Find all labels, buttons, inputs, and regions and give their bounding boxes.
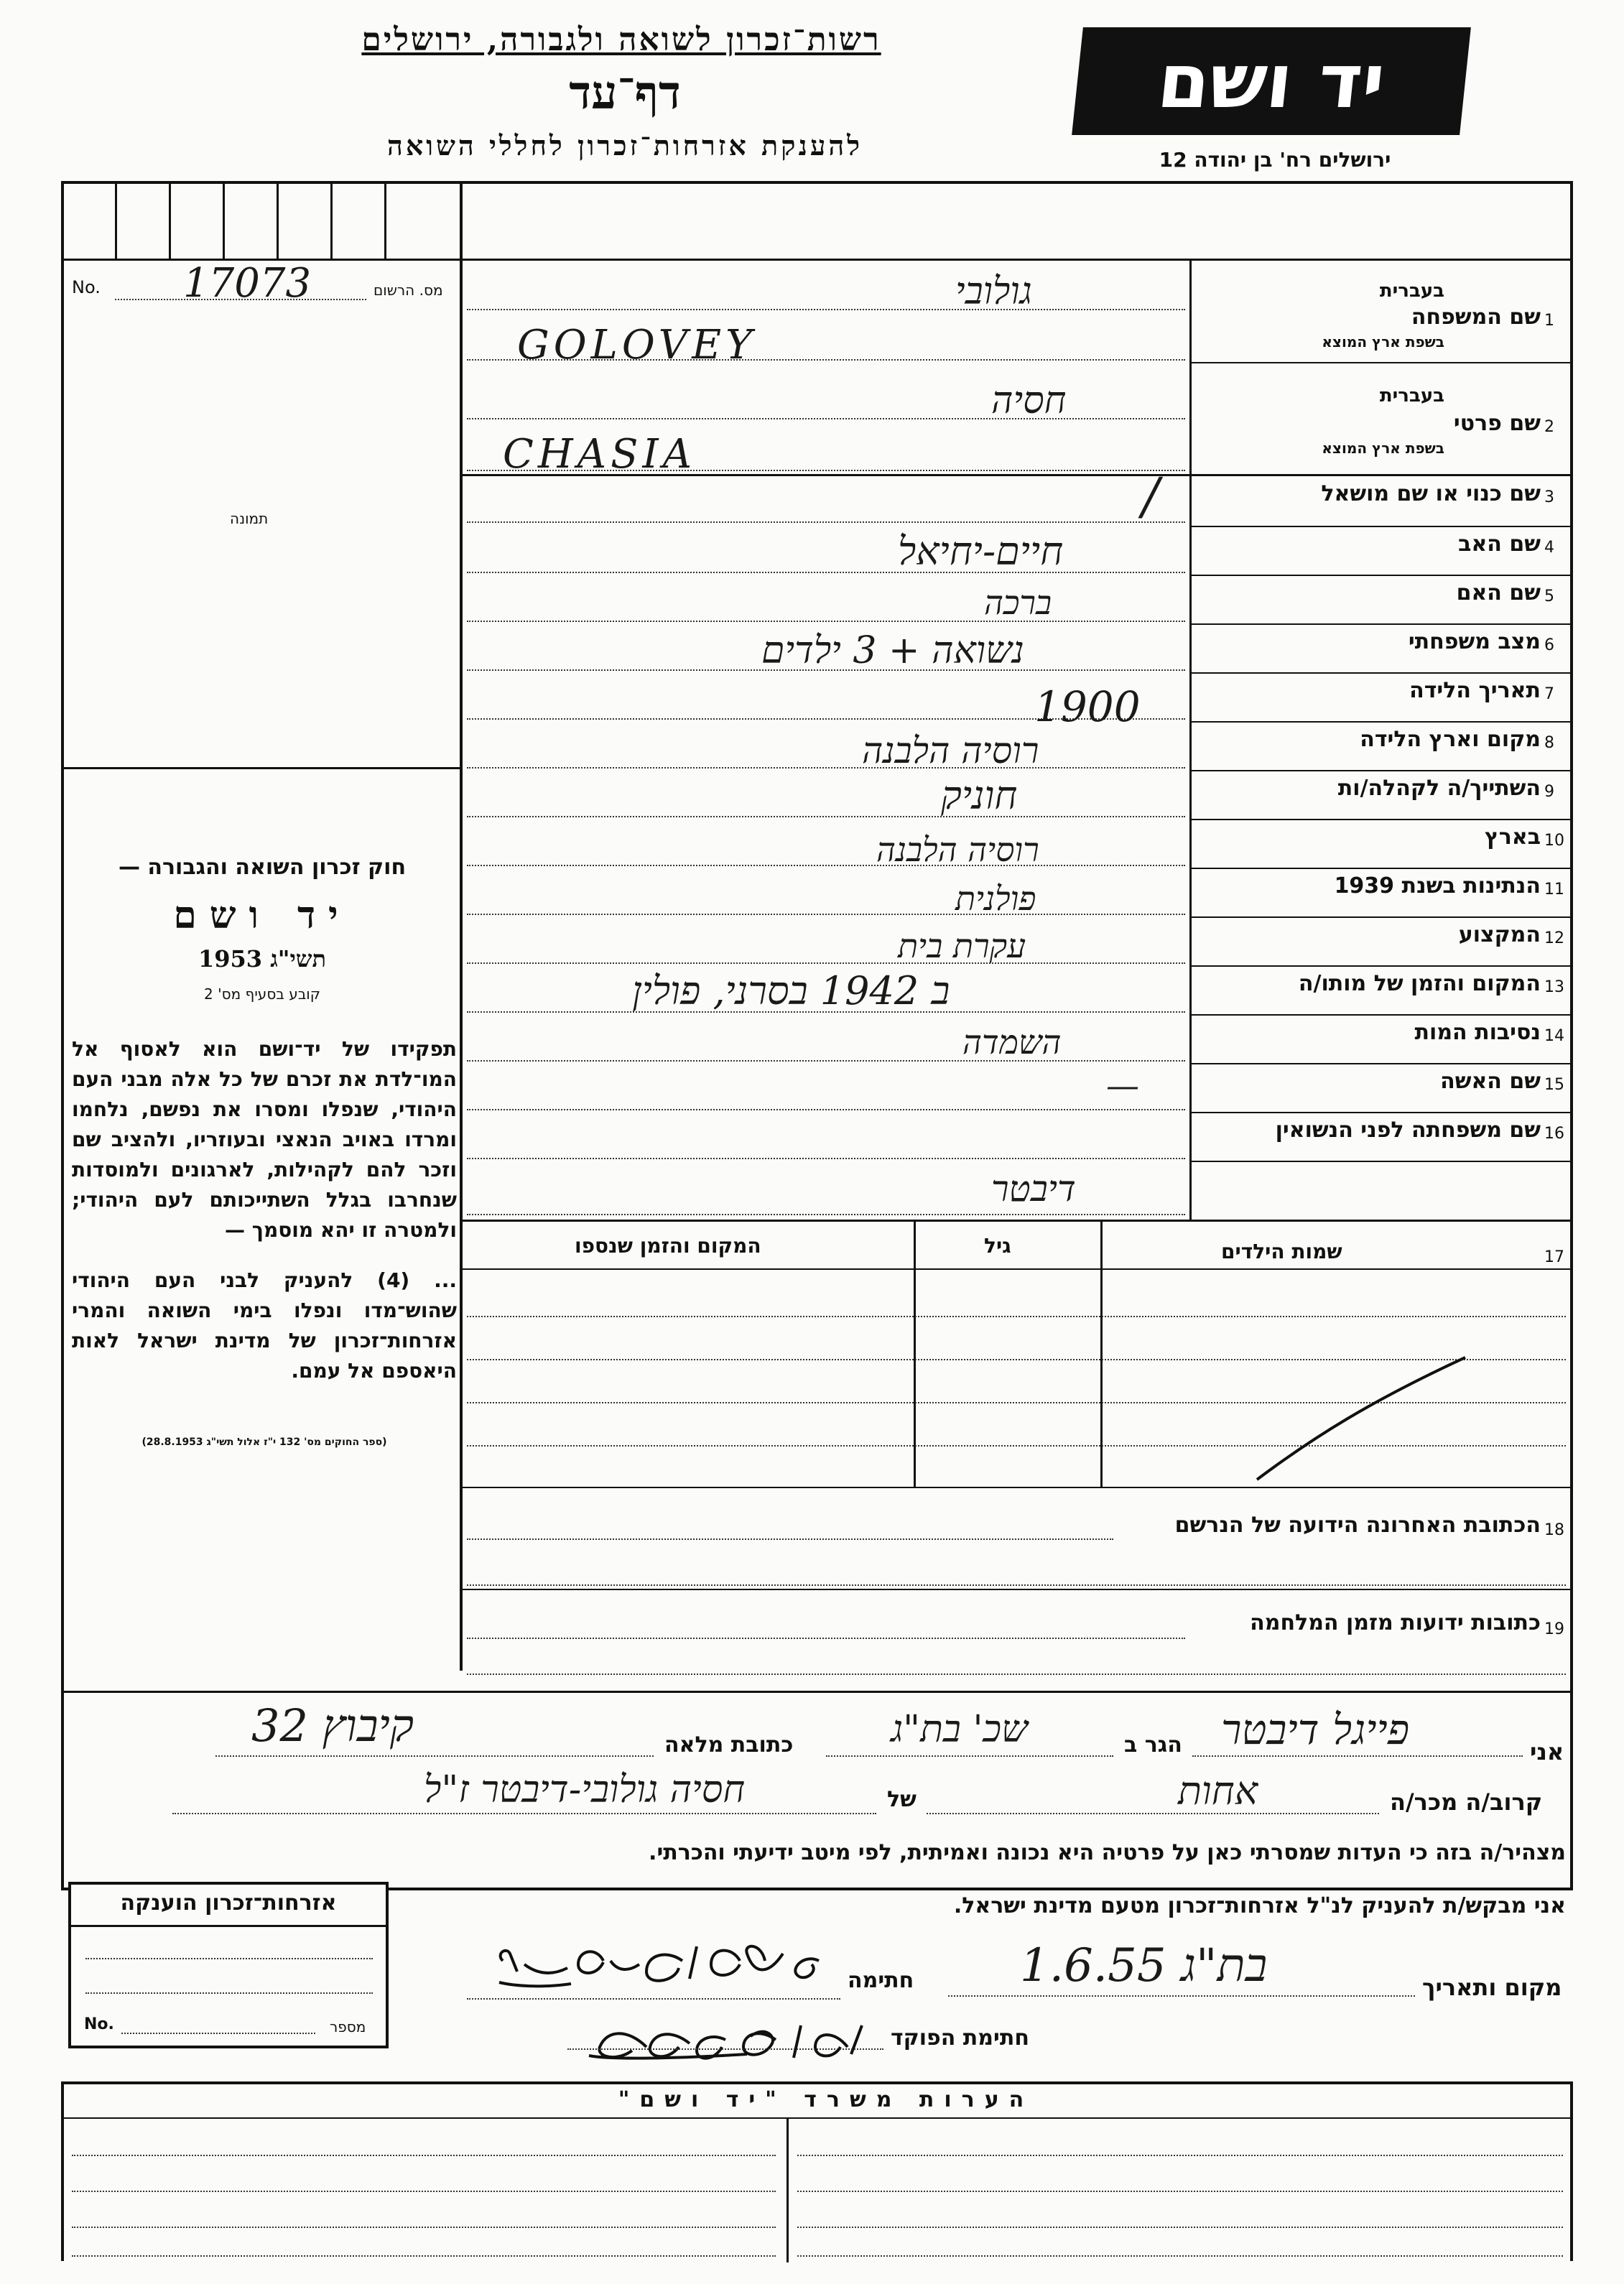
field-2-label: שם פרטי xyxy=(1453,411,1541,436)
field-19-label: כתובות ידועות מזמן המלחמה xyxy=(1250,1610,1541,1635)
field-7-label: תאריך הלידה xyxy=(1409,678,1541,703)
yad-vashem-logo xyxy=(1072,27,1471,135)
field-15-number: 15 xyxy=(1544,1076,1564,1094)
form-title: דף־עד xyxy=(569,66,681,120)
field-7-number: 7 xyxy=(1544,685,1554,703)
field-19-number: 19 xyxy=(1544,1620,1564,1638)
children-names-header: שמות הילדים xyxy=(1221,1240,1342,1263)
children-death-header: המקום והזמן שנספו xyxy=(575,1234,761,1258)
field-2-value-latin: CHASIA xyxy=(503,431,697,478)
field-8-value: רוסיה הלבנה xyxy=(862,730,1039,771)
memorial-box-number-label-en: No. xyxy=(84,2015,114,2033)
field-6-label: מצב משפחתי xyxy=(1408,629,1541,654)
field-5-label: שם האם xyxy=(1456,580,1541,605)
declarant-signature xyxy=(474,1932,833,1997)
form-subtitle: להענקת אזרחות־זכרון לחללי השואה xyxy=(386,129,863,162)
field-1-number: 1 xyxy=(1544,312,1554,330)
field-3-value: / xyxy=(1142,467,1159,526)
field-14-number: 14 xyxy=(1544,1027,1564,1045)
field-4-value: חיים-יחיאל xyxy=(898,529,1064,574)
children-age-header: גיל xyxy=(984,1234,1011,1258)
memorial-citizenship-box xyxy=(68,1882,389,2048)
field-2-number: 2 xyxy=(1544,418,1554,436)
law-source: (ספר החוקים מס' 132 י"ז אלול תשי"ג 28.8.1953) xyxy=(141,1436,387,1448)
field-2-value-hebrew: חסיה xyxy=(991,379,1067,422)
official-signature xyxy=(560,2011,876,2069)
relation-value: אחות xyxy=(1178,1768,1258,1814)
field-3-label: שם כנוי או שם מושאל xyxy=(1321,481,1541,506)
field-15-value: — xyxy=(1106,1066,1139,1105)
field-10-value: רוסיה הלבנה xyxy=(876,830,1039,869)
children-strike-line xyxy=(1250,1350,1480,1487)
field-1-value-hebrew: גולובי xyxy=(955,270,1032,313)
field-9-label: השתייך/ה לקהלה/ות xyxy=(1337,776,1541,801)
field-7-value: 1900 xyxy=(1034,682,1141,731)
field-5-number: 5 xyxy=(1544,588,1554,605)
field-12-number: 12 xyxy=(1544,929,1564,947)
declarant-name: פייגל דיבטר xyxy=(1221,1705,1410,1754)
field-15-label: שם האשה xyxy=(1440,1069,1541,1094)
signature-label: חתימה xyxy=(848,1968,914,1993)
place-date-value: בת"ג 1.6.55 xyxy=(1020,1939,1268,1992)
field-17-number: 17 xyxy=(1544,1248,1564,1266)
field-12-value: עקרת בית xyxy=(898,927,1026,965)
field-2-sub-bottom: בשפת ארץ המוצא xyxy=(1322,440,1444,457)
field-4-label: שם האב xyxy=(1458,531,1541,557)
field-1-label: שם המשפחה xyxy=(1411,305,1541,330)
law-name: יד ושם xyxy=(173,893,351,937)
field-9-value: חוניק xyxy=(941,773,1018,818)
field-14-value: השמדה xyxy=(962,1023,1062,1062)
address-value: קיבוץ 32 xyxy=(251,1699,414,1752)
field-9-number: 9 xyxy=(1544,783,1554,801)
field-11-label: הנתינות בשנת 1939 xyxy=(1334,873,1541,899)
field-18-number: 18 xyxy=(1544,1521,1564,1539)
field-1-sub-bottom: בשפת ארץ המוצא xyxy=(1322,333,1444,351)
field-11-value: פולנית xyxy=(955,879,1036,918)
of-value: חסיה גולובי-דיבטר ז"ל xyxy=(424,1768,746,1811)
registration-number: 17073 xyxy=(183,260,312,307)
law-title: חוק זכרון השואה והגבורה — xyxy=(118,855,407,880)
memorial-box-title: אזרחות־זכרון הוענקה xyxy=(120,1890,337,1916)
law-text-2: ... (4) להעניק לבני העם היהודי שהוש־מדו ונפלו בימי השואה והמרי אזרחות־זכרון של מדינת ישראל לאות היאספם אל עמם. xyxy=(72,1268,457,1383)
field-10-label: בארץ xyxy=(1484,825,1541,850)
field-12-label: המקצוע xyxy=(1458,922,1541,947)
place-date-label: מקום ותאריך xyxy=(1422,1974,1562,2001)
declarant-ani-label: אני xyxy=(1530,1738,1564,1765)
notes-title: הערות משרד "יד ושם" xyxy=(618,2087,1034,2112)
registration-label-en: No. xyxy=(72,277,101,297)
law-year: תשי"ג 1953 xyxy=(198,945,326,972)
field-16-value: דיבטר xyxy=(991,1168,1076,1210)
field-5-value: ברכה xyxy=(984,583,1052,622)
field-1-value-latin: GOLOVEY xyxy=(517,322,757,368)
request-text: אני מבקש/ת להעניק לנ"ל אזרחות־זכרון מטעם מדינת ישראל. xyxy=(953,1893,1566,1918)
field-8-number: 8 xyxy=(1544,734,1554,752)
address-label: כתובת מלאה xyxy=(664,1732,794,1758)
declaration-text: מצהיר/ה בזה כי העדות שמסרתי כאן על פרטיה היא נכונה ואמיתית, לפי מיטב ידיעתי והכרתי. xyxy=(649,1840,1566,1865)
field-2-sub-top: בעברית xyxy=(1379,385,1444,407)
field-10-number: 10 xyxy=(1544,832,1564,850)
official-signature-label: חתימת הפוקד xyxy=(891,2025,1029,2051)
resides-value: שכ' בת"ג xyxy=(891,1708,1028,1751)
field-13-label: המקום והזמן של מותו/ה xyxy=(1298,971,1541,996)
logo-text: יד ושם xyxy=(1154,37,1389,125)
field-4-number: 4 xyxy=(1544,539,1554,557)
of-label: של xyxy=(887,1787,917,1812)
photo-label: תמונה xyxy=(230,510,269,527)
field-13-value: ב 1942 בסרני, פולין xyxy=(632,968,950,1013)
logo-address: ירושלים רח' בן יהודה 12 xyxy=(1159,148,1391,172)
field-6-value: נשואה + 3 ילדים xyxy=(761,629,1024,672)
field-11-number: 11 xyxy=(1544,881,1564,899)
field-18-label: הכתובת האחרונה הידועה של הנרשם xyxy=(1174,1513,1541,1538)
field-16-label: שם משפחתה לפני הנשואין xyxy=(1275,1118,1541,1143)
authority-title: רשות־זכרון לשואה ולגבורה, ירושלים xyxy=(361,22,881,58)
resides-label: הגר ב xyxy=(1124,1732,1182,1758)
field-8-label: מקום וארץ הלידה xyxy=(1360,727,1541,752)
field-1-sub-top: בעברית xyxy=(1379,280,1444,302)
field-3-number: 3 xyxy=(1544,488,1554,506)
registration-label-he: מס. הרשום xyxy=(373,282,443,299)
memorial-box-number-label-he: מספר xyxy=(330,2018,366,2035)
field-16-number: 16 xyxy=(1544,1125,1564,1143)
relative-label: קרוב/ה מכר/ה xyxy=(1390,1788,1543,1816)
field-14-label: נסיבות המות xyxy=(1414,1020,1541,1045)
law-clause-ref: קובע בסעיף מס' 2 xyxy=(204,985,320,1003)
field-13-number: 13 xyxy=(1544,978,1564,996)
law-text-1: תפקידו של יד־ושם הוא לאסוף אל המו־לדת את זכרם של כל אלה מבני העם היהודי, שנפלו ומסרו את נפשם, נלחמו ומרדו באויב הנאצי ובעוזריו, ולהציב שם וזכר להם לקהילות, לארגונים ולמוסדות שנחרבו בגלל השתייכותם לעם היהודי; ולמטרה זו יהא מוסמך — xyxy=(72,1037,457,1242)
field-6-number: 6 xyxy=(1544,636,1554,654)
